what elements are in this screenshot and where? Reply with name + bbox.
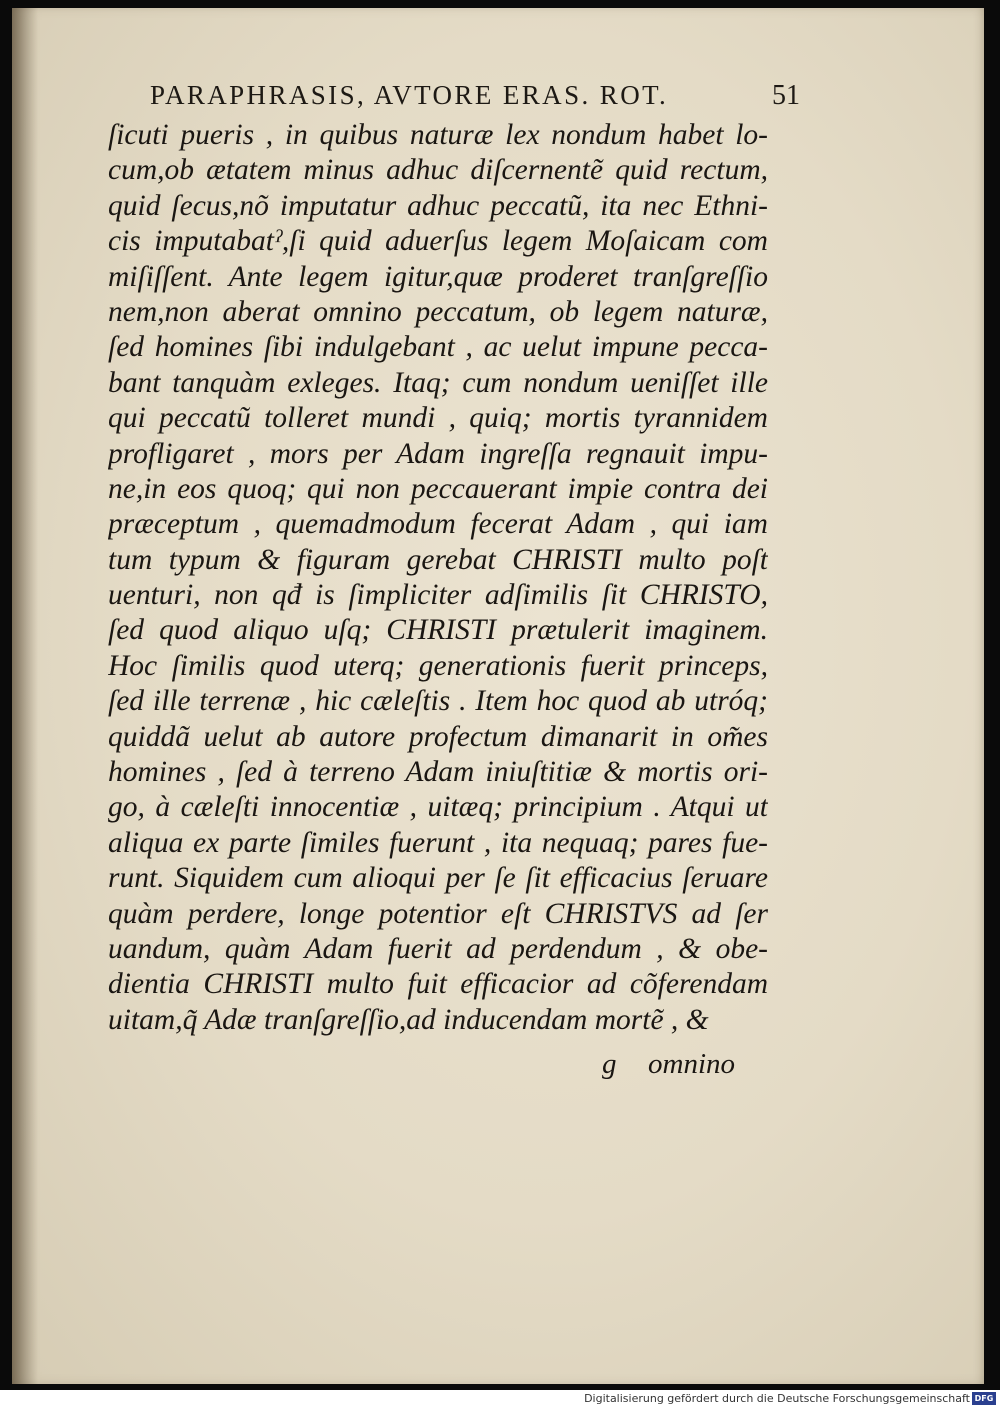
text-line: Hoc ſimilis quod uterq; generationis fuerit princeps, [108,649,768,682]
text-line: miſiſſent. Ante legem igitur,quæ proderet tranſgreſſio [108,260,768,293]
text-line: bant tanquàm exleges. Itaq; cum nondum ueniſſet ille [108,366,768,399]
body-text [108,118,768,1038]
text-line: runt. Siquidem cum alioqui per ſe ſit efficacius ſeruare [108,862,768,895]
text-line: ſicuti pueris , in quibus naturæ lex nondum habet lo- [108,119,768,151]
digitization-credit: Digitalisierung gefördert durch die Deutsche Forschungsgemeinschaft [584,1392,970,1405]
text-line: præceptum , quemadmodum fecerat Adam , qui iam [108,508,768,541]
text-line: ſed quod aliquo uſq; CHRISTI prætulerit imaginem. [108,614,768,647]
running-head [150,80,800,120]
text-line: profligaret , mors per Adam ingreſſa regnauit impu- [108,437,768,470]
text-line: ſed homines ſibi indulgebant , ac uelut impune pecca- [108,331,768,364]
signature-mark: g [602,1048,617,1080]
text-line: dientia CHRISTI multo fuit efficacior ad cõferendam [108,968,768,1001]
text-line: uitam,q̃ Adæ tranſgreſſio,ad inducendam mortẽ , & [108,1003,709,1036]
catchword-line [602,1048,762,1084]
text-line: uenturi, non qđ is ſimpliciter adſimilis ſit CHRISTO, [108,579,768,612]
text-line: uandum, quàm Adam fuerit ad perdendum , & obe- [108,932,768,965]
text-line: homines , ſed à terreno Adam iniuſtitiæ & mortis ori- [108,756,768,789]
running-head-title: PARAPHRASIS, AVTORE ERAS. ROT. [150,80,669,110]
page-gutter-shadow [12,8,38,1384]
text-line: qui peccatũ tolleret mundi , quiq; mortis tyrannidem [108,402,768,435]
text-line: cum,ob ætatem minus adhuc diſcernentẽ quid rectum, [108,154,768,187]
text-line: quàm perdere, longe potentior eſt CHRISTVS ad ſer [108,897,768,930]
text-line: aliqua ex parte ſimiles fuerunt , ita nequaq; pares fue- [108,826,768,859]
page-number: 51 [772,80,800,111]
text-line: cis imputabatˀ,ſi quid aduerſus legem Moſaicam com [108,225,768,258]
text-line: ne,in eos quoq; qui non peccauerant impie contra dei [108,472,768,505]
text-line: ſed ille terrenæ , hic cæleſtis . Item hoc quod ab utróq; [108,685,768,718]
text-line: quid ſecus,nõ imputatur adhuc peccatũ, ita nec Ethni- [108,189,768,222]
text-line: quiddã uelut ab autore profectum dimanarit in om̃es [108,720,768,753]
dfg-logo: DFG [972,1392,996,1405]
catchword: omnino [648,1048,735,1080]
text-line: tum typum & figuram gerebat CHRISTI multo poſt [108,543,768,576]
text-line: nem,non aberat omnino peccatum, ob legem naturæ, [108,295,768,328]
text-line: go, à cæleſti innocentiæ , uitæq; principium . Atqui ut [108,791,768,824]
